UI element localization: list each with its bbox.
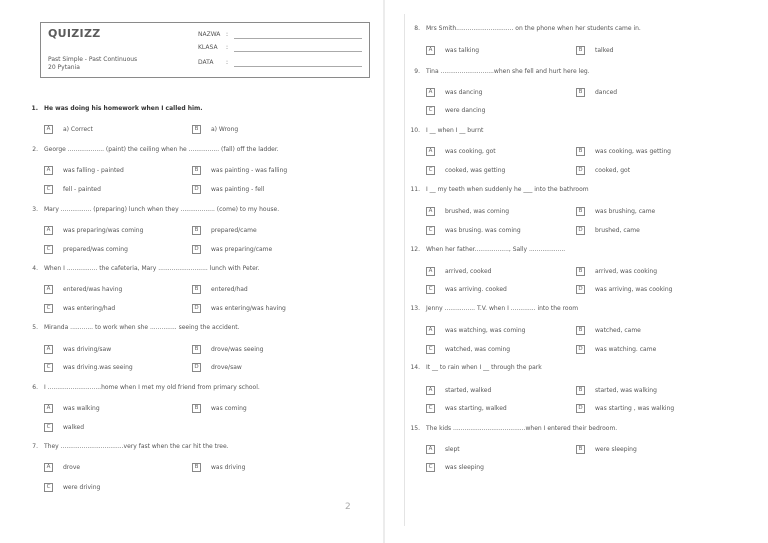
option-letter-box: C: [44, 423, 53, 432]
option-text: arrived, cooked: [445, 268, 492, 275]
option-letter-box: A: [426, 445, 435, 454]
option-letter-box: B: [576, 147, 585, 156]
question-number: 12.: [410, 246, 420, 253]
option-text: was arriving. cooked: [445, 286, 507, 293]
option-text: was watching. came: [595, 346, 657, 353]
option-letter-box: B: [576, 386, 585, 395]
option-letter-box: B: [192, 125, 201, 134]
field-label: NAZWA: [198, 31, 221, 38]
question-number: 5.: [32, 324, 38, 331]
option-text: was entering/was having: [211, 305, 286, 312]
field-line: [234, 51, 362, 52]
question-count: 20 Pytania: [48, 64, 80, 71]
question-number: 4.: [32, 265, 38, 272]
column-divider: [404, 14, 405, 526]
option-text: drove/saw: [211, 364, 242, 371]
option-text: was starting , was walking: [595, 405, 675, 412]
page-gutter: [383, 0, 385, 543]
option-letter-box: A: [44, 226, 53, 235]
field-line: [234, 38, 362, 39]
question-number: 1.: [31, 105, 38, 112]
field-line: [234, 66, 362, 67]
option-text: was walking: [63, 405, 100, 412]
question-number: 9.: [414, 68, 420, 75]
field-label: DATA: [198, 59, 214, 66]
option-text: were sleeping: [595, 446, 637, 453]
question-text: Miranda ............ to work when she .............. seeing the accident.: [44, 324, 240, 331]
option-text: talked: [595, 47, 614, 54]
quiz-title: Past Simple - Past Continuous: [48, 56, 138, 63]
option-letter-box: C: [44, 245, 53, 254]
option-letter-box: B: [576, 267, 585, 276]
option-letter-box: A: [44, 125, 53, 134]
question-number: 8.: [414, 25, 420, 32]
option-text: was brushing, came: [595, 208, 656, 215]
option-letter-box: B: [576, 88, 585, 97]
option-letter-box: B: [576, 207, 585, 216]
option-letter-box: C: [426, 345, 435, 354]
option-text: slept: [445, 446, 460, 453]
option-text: watched, was coming: [445, 346, 511, 353]
option-text: prepared/was coming: [63, 246, 128, 253]
option-text: was entering/had: [63, 305, 116, 312]
option-letter-box: C: [426, 106, 435, 115]
question-text: George ................... (paint) the ceiling when he ................ (fall) off the ladder.: [44, 146, 279, 153]
option-text: danced: [595, 89, 618, 96]
option-letter-box: C: [426, 285, 435, 294]
option-letter-box: A: [426, 46, 435, 55]
option-letter-box: D: [576, 166, 585, 175]
option-text: watched, came: [595, 327, 641, 334]
option-text: was cooking, was getting: [595, 148, 671, 155]
option-letter-box: D: [192, 363, 201, 372]
question-text: Mary ................ (preparing) lunch when they .................. (come) to my house.: [44, 206, 280, 213]
question-text: Jenny ................ T.V. when I ............. into the room: [426, 305, 579, 312]
option-text: started, walked: [445, 387, 492, 394]
option-letter-box: C: [44, 185, 53, 194]
option-text: walked: [63, 424, 85, 431]
option-letter-box: C: [426, 226, 435, 235]
option-text: was starting, walked: [445, 405, 507, 412]
option-text: entered/had: [211, 286, 248, 293]
option-text: drove/was seeing: [211, 346, 264, 353]
quizizz-logo: QUIZIZZ: [48, 27, 101, 40]
option-text: arrived, was cooking: [595, 268, 658, 275]
question-text: Mrs Smith.............................. on the phone when her students came in.: [426, 25, 641, 32]
option-letter-box: D: [576, 285, 585, 294]
option-text: started, was walking: [595, 387, 657, 394]
option-letter-box: C: [44, 483, 53, 492]
option-letter-box: A: [44, 345, 53, 354]
option-letter-box: A: [44, 463, 53, 472]
option-letter-box: A: [44, 404, 53, 413]
option-text: was watching, was coming: [445, 327, 526, 334]
question-number: 15.: [410, 425, 420, 432]
question-number: 2.: [32, 146, 38, 153]
option-text: was falling - painted: [63, 167, 124, 174]
option-letter-box: C: [44, 304, 53, 313]
option-letter-box: B: [192, 285, 201, 294]
option-text: a) Correct: [63, 126, 93, 133]
option-text: was preparing/came: [211, 246, 273, 253]
option-text: was brusing. was coming: [445, 227, 521, 234]
option-text: fell - painted: [63, 186, 101, 193]
question-text: When I ................ the cafeteria, Mary .......................... lunch with Peter.: [44, 265, 260, 272]
option-text: were driving: [63, 484, 101, 491]
question-number: 6.: [32, 384, 38, 391]
option-letter-box: A: [426, 386, 435, 395]
option-text: was cooking, got: [445, 148, 496, 155]
option-letter-box: C: [44, 363, 53, 372]
question-text: It __ to rain when I __ through the park: [426, 364, 542, 371]
option-letter-box: B: [192, 404, 201, 413]
option-letter-box: D: [192, 245, 201, 254]
question-text: I __ my teeth when suddenly he ___ into the bathroom: [426, 186, 589, 193]
worksheet-header: QUIZIZZ Past Simple - Past Continuous 20 Pytania NAZWA : KLASA : DATA :: [40, 22, 370, 78]
option-letter-box: B: [576, 445, 585, 454]
option-letter-box: A: [426, 267, 435, 276]
option-text: was dancing: [445, 89, 483, 96]
field-label: KLASA: [198, 44, 218, 51]
option-letter-box: B: [192, 166, 201, 175]
option-text: brushed, was coming: [445, 208, 510, 215]
option-text: was driving/saw: [63, 346, 112, 353]
option-text: were dancing: [445, 107, 486, 114]
option-text: was sleeping: [445, 464, 484, 471]
option-text: a) Wrong: [211, 126, 239, 133]
option-letter-box: D: [576, 404, 585, 413]
option-letter-box: A: [44, 285, 53, 294]
option-text: was driving.was seeing: [63, 364, 133, 371]
option-letter-box: D: [576, 226, 585, 235]
option-letter-box: C: [426, 463, 435, 472]
option-letter-box: C: [426, 404, 435, 413]
option-letter-box: A: [426, 326, 435, 335]
option-letter-box: A: [44, 166, 53, 175]
option-letter-box: A: [426, 207, 435, 216]
option-text: cooked, got: [595, 167, 631, 174]
question-number: 10.: [410, 127, 420, 134]
option-letter-box: B: [576, 46, 585, 55]
question-text: The kids ......................................when I entered their bedroom.: [426, 425, 618, 432]
option-text: was painting - was falling: [211, 167, 288, 174]
option-text: prepared/came: [211, 227, 257, 234]
option-letter-box: A: [426, 147, 435, 156]
option-letter-box: B: [192, 345, 201, 354]
option-letter-box: B: [576, 326, 585, 335]
question-text: They .................................very fast when the car hit the tree.: [44, 443, 229, 450]
option-letter-box: D: [192, 185, 201, 194]
question-number: 14.: [410, 364, 420, 371]
option-text: was arriving, was cooking: [595, 286, 673, 293]
option-letter-box: A: [426, 88, 435, 97]
question-number: 7.: [32, 443, 38, 450]
option-text: brushed, came: [595, 227, 640, 234]
option-letter-box: D: [576, 345, 585, 354]
page-number: 2: [345, 502, 351, 512]
question-number: 3.: [32, 206, 38, 213]
question-text: I __ when I __ burnt: [426, 127, 484, 134]
option-text: was driving: [211, 464, 246, 471]
option-text: was painting - fell: [211, 186, 265, 193]
option-text: cooked, was getting: [445, 167, 506, 174]
option-letter-box: B: [192, 226, 201, 235]
question-number: 13.: [410, 305, 420, 312]
option-letter-box: C: [426, 166, 435, 175]
option-letter-box: D: [192, 304, 201, 313]
option-text: drove: [63, 464, 81, 471]
question-text: Tina ............................when she fell and hurt here leg.: [426, 68, 590, 75]
option-text: entered/was having: [63, 286, 123, 293]
option-text: was preparing/was coming: [63, 227, 144, 234]
question-number: 11.: [410, 186, 420, 193]
question-text: He was doing his homework when I called him.: [44, 105, 203, 112]
question-text: When her father.................., Sally ...................: [426, 246, 566, 253]
question-text: I ............................home when I met my old friend from primary school.: [44, 384, 260, 391]
option-text: was coming: [211, 405, 247, 412]
option-text: was talking: [445, 47, 480, 54]
option-letter-box: B: [192, 463, 201, 472]
